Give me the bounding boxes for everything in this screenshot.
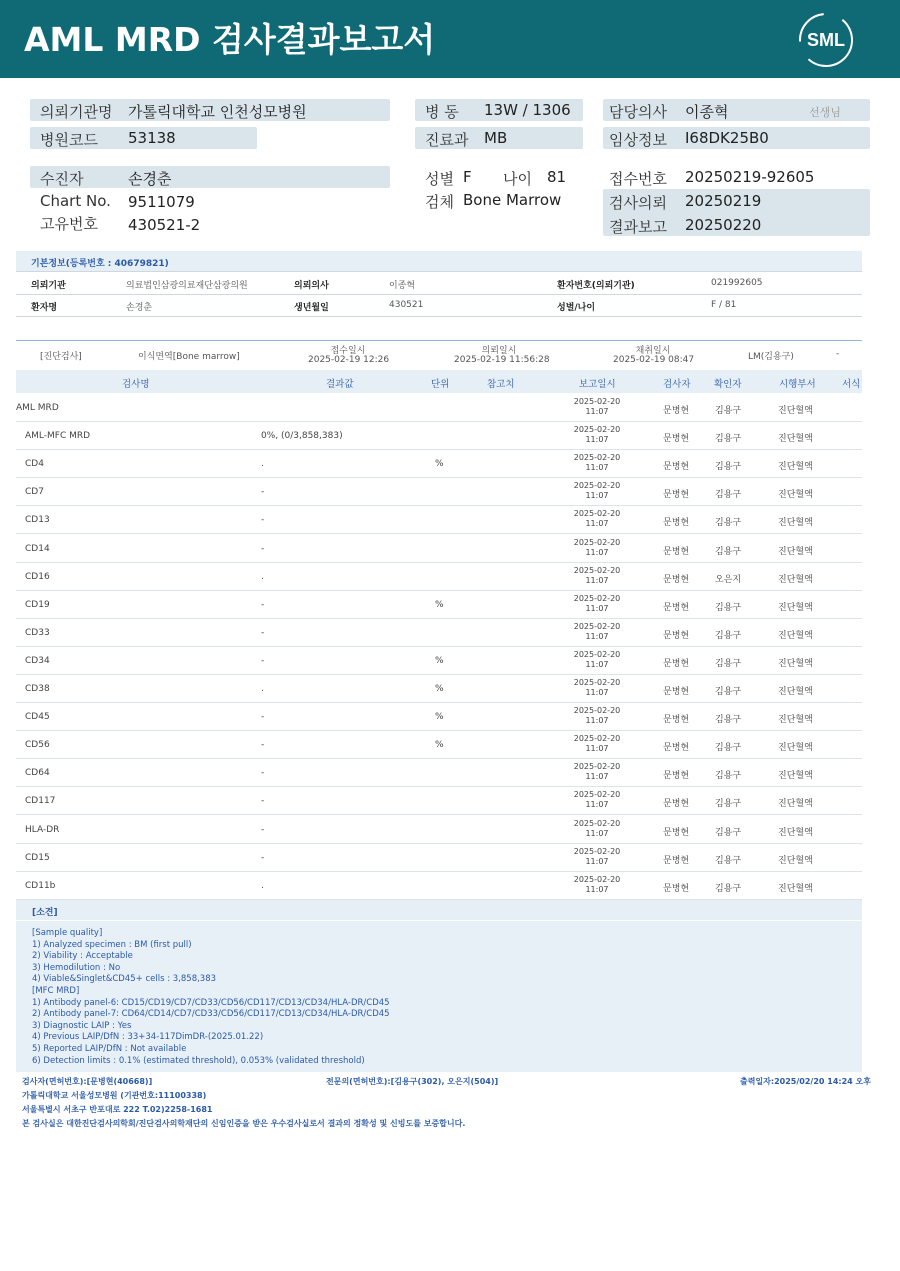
cell-unit: % bbox=[435, 740, 444, 751]
cell-result: - bbox=[261, 543, 265, 554]
cell-checker: 김용구 bbox=[715, 518, 742, 529]
table-row bbox=[16, 394, 862, 422]
clinical-label: 임상정보 bbox=[609, 131, 667, 149]
cell-report-date: 2025-02-20 bbox=[573, 621, 621, 631]
table-row bbox=[16, 703, 862, 731]
basic-val-birth: 430521 bbox=[389, 300, 424, 310]
receipt-label: 접수번호 bbox=[609, 170, 667, 188]
table-row bbox=[16, 422, 862, 450]
basic-key-institution: 의뢰기관 bbox=[31, 281, 66, 291]
specimen-value: Bone Marrow bbox=[463, 191, 562, 209]
opinion-line: [Sample quality] bbox=[32, 928, 103, 938]
cell-report-time: 11:07 bbox=[585, 688, 609, 697]
cell-tester: 문병현 bbox=[663, 855, 690, 866]
footer-printed: 출력일자:2025/02/20 14:24 오후 bbox=[740, 1077, 871, 1086]
cell-test-name: CD33 bbox=[25, 627, 50, 638]
cell-report-date: 2025-02-20 bbox=[573, 509, 621, 519]
cell-unit: % bbox=[435, 712, 444, 723]
table-row bbox=[16, 872, 862, 900]
age-label: 나이 bbox=[503, 170, 532, 188]
table-row bbox=[16, 731, 862, 759]
sex-label: 성별 bbox=[425, 170, 454, 188]
dept-value: MB bbox=[484, 129, 508, 147]
opinion-line: 1) Antibody panel-6: CD15/CD19/CD7/CD33/CD56/CD117/CD13/CD34/HLA-DR/CD45 bbox=[32, 997, 390, 1008]
col-tester: 검사자 bbox=[663, 379, 691, 390]
cell-test-name: CD64 bbox=[25, 768, 50, 779]
cell-result: - bbox=[261, 515, 265, 526]
requested-label: 의뢰일시 bbox=[481, 346, 517, 356]
logo-text: SML bbox=[807, 30, 845, 50]
cell-dept: 진단혈액 bbox=[778, 687, 813, 697]
cell-checker: 김용구 bbox=[715, 462, 742, 473]
table-row bbox=[16, 647, 862, 675]
cell-report-date: 2025-02-20 bbox=[573, 481, 621, 491]
cell-dept: 진단혈액 bbox=[778, 602, 813, 613]
chart-label: Chart No. bbox=[40, 192, 111, 210]
cell-tester: 문병현 bbox=[663, 743, 690, 754]
table-row bbox=[16, 759, 862, 787]
opinion-line: 1) Analyzed specimen : BM (first pull) bbox=[32, 939, 192, 950]
basic-key-doctor: 의뢰의사 bbox=[294, 281, 329, 291]
test-specimen: 이식면역[Bone marrow] bbox=[138, 352, 240, 362]
cell-report-time: 11:07 bbox=[585, 856, 609, 866]
report-label: 결과보고 bbox=[609, 218, 667, 236]
cell-test-name: CD38 bbox=[25, 684, 50, 694]
received-label: 접수일시 bbox=[330, 346, 366, 356]
received-value: 2025-02-19 12:26 bbox=[308, 355, 390, 365]
col-result: 결과값 bbox=[326, 379, 354, 390]
dept-label: 진료과 bbox=[425, 131, 469, 149]
ward-label: 병 동 bbox=[425, 103, 459, 121]
cell-report-time: 11:07 bbox=[585, 659, 609, 669]
doctor-value: 이종혁 bbox=[685, 103, 729, 121]
cell-tester: 문병현 bbox=[663, 574, 690, 585]
cell-result: . bbox=[261, 571, 264, 582]
cell-result: - bbox=[261, 740, 265, 751]
col-unit: 단위 bbox=[431, 379, 450, 390]
table-row bbox=[16, 816, 862, 844]
cell-tester: 문병현 bbox=[663, 799, 690, 810]
opinion-line: 5) Reported LAIP/DfN : Not available bbox=[32, 1044, 187, 1054]
cell-checker: 김용구 bbox=[715, 827, 742, 838]
cell-report-date: 2025-02-20 bbox=[573, 734, 621, 744]
opinion-line: 2) Antibody panel-7: CD64/CD14/CD7/CD33/CD56/CD117/CD13/CD34/HLA-DR/CD45 bbox=[32, 1009, 390, 1020]
examinee-value: 손경춘 bbox=[128, 170, 172, 188]
cell-checker: 김용구 bbox=[715, 771, 742, 782]
cell-unit: % bbox=[435, 599, 444, 610]
cell-checker: 김용구 bbox=[715, 855, 742, 866]
cell-test-name: CD117 bbox=[25, 796, 56, 807]
cell-test-name: CD15 bbox=[25, 852, 50, 863]
cell-result: . bbox=[261, 684, 264, 694]
opinion-line: 3) Diagnostic LAIP : Yes bbox=[32, 1020, 132, 1031]
cell-tester: 문병현 bbox=[663, 827, 690, 838]
cell-report-time: 11:07 bbox=[585, 491, 609, 501]
cell-report-time: 11:07 bbox=[585, 828, 609, 838]
footer-org: 가톨릭대학교 서울성모병원 (기관번호:11100338) bbox=[22, 1091, 207, 1100]
cell-report-date: 2025-02-20 bbox=[573, 678, 621, 687]
basic-key-sex-age: 성별/나이 bbox=[557, 303, 596, 313]
divider bbox=[16, 316, 862, 317]
cell-checker: 김용구 bbox=[715, 602, 742, 613]
test-category: [진단검사] bbox=[40, 352, 82, 362]
cell-test-name: CD4 bbox=[25, 459, 44, 470]
cell-tester: 문병현 bbox=[663, 771, 690, 782]
cell-report-date: 2025-02-20 bbox=[573, 593, 621, 603]
cell-test-name: CD16 bbox=[25, 571, 50, 582]
cell-dept: 진단혈액 bbox=[778, 518, 813, 529]
cell-report-time: 11:07 bbox=[585, 800, 609, 810]
cell-report-date: 2025-02-20 bbox=[573, 565, 621, 575]
cell-checker: 김용구 bbox=[715, 799, 742, 810]
divider bbox=[16, 340, 862, 341]
cell-dept: 진단혈액 bbox=[778, 574, 813, 585]
cell-tester: 문병현 bbox=[663, 462, 690, 473]
unique-value: 430521-2 bbox=[128, 216, 201, 234]
cell-result: - bbox=[261, 796, 265, 807]
doctor-suffix: 선생님 bbox=[809, 106, 841, 119]
basic-val-name: 손경춘 bbox=[126, 303, 153, 313]
cell-report-time: 11:07 bbox=[585, 575, 609, 585]
cell-result: - bbox=[261, 852, 265, 863]
cell-dept: 진단혈액 bbox=[778, 630, 813, 641]
opinion-line: 4) Viable&Singlet&CD45+ cells : 3,858,383 bbox=[32, 974, 217, 985]
receipt-value: 20250219-92605 bbox=[685, 168, 815, 186]
opinion-line: 2) Viability : Acceptable bbox=[32, 951, 133, 962]
table-row bbox=[16, 535, 862, 563]
cell-report-date: 2025-02-20 bbox=[573, 537, 621, 547]
cell-dept: 진단혈액 bbox=[778, 771, 813, 782]
basic-key-patient-no: 환자번호(의뢰기관) bbox=[557, 281, 635, 291]
table-row bbox=[16, 787, 862, 815]
cell-test-name: CD34 bbox=[25, 655, 50, 666]
table-row bbox=[16, 844, 862, 872]
cell-test-name: HLA-DR bbox=[25, 824, 60, 835]
cell-test-name: AML-MFC MRD bbox=[25, 431, 91, 442]
chart-value: 9511079 bbox=[128, 193, 195, 211]
institution-label: 의뢰기관명 bbox=[40, 103, 113, 121]
opinion-heading-bar bbox=[16, 900, 862, 920]
opinion-line: 3) Hemodilution : No bbox=[32, 962, 121, 973]
cell-tester: 문병현 bbox=[663, 406, 690, 416]
cell-dept: 진단혈액 bbox=[778, 658, 813, 669]
request-value: 20250219 bbox=[685, 192, 762, 210]
basic-val-institution: 의료법인삼광의료재단삼광의원 bbox=[126, 281, 248, 291]
age-value: 81 bbox=[547, 168, 567, 186]
cell-dept: 진단혈액 bbox=[778, 743, 813, 754]
cell-tester: 문병현 bbox=[663, 715, 690, 726]
cell-dept: 진단혈액 bbox=[778, 855, 813, 866]
cell-report-time: 11:07 bbox=[585, 716, 609, 726]
cell-unit: % bbox=[435, 684, 444, 694]
cell-report-time: 11:07 bbox=[585, 772, 609, 782]
cell-checker: 김용구 bbox=[715, 406, 742, 416]
cell-report-date: 2025-02-20 bbox=[573, 425, 621, 435]
cell-test-name: CD19 bbox=[25, 599, 50, 610]
basic-val-doctor: 이종혁 bbox=[389, 281, 416, 291]
cell-report-time: 11:07 bbox=[585, 519, 609, 529]
cell-result: - bbox=[261, 487, 265, 498]
sml-logo bbox=[798, 12, 854, 68]
opinion-line: 6) Detection limits : 0.1% (estimated threshold), 0.053% (validated threshold) bbox=[32, 1055, 365, 1066]
cell-dept: 진단혈액 bbox=[778, 827, 813, 838]
ward-value: 13W / 1306 bbox=[484, 101, 571, 119]
requested-value: 2025-02-19 11:56:28 bbox=[454, 355, 550, 365]
cell-report-time: 11:07 bbox=[585, 603, 609, 613]
table-row bbox=[16, 506, 862, 534]
report-value: 20250220 bbox=[685, 216, 762, 234]
cell-checker: 김용구 bbox=[715, 658, 742, 669]
examinee-label: 수진자 bbox=[40, 170, 84, 188]
cell-dept: 진단혈액 bbox=[778, 715, 813, 726]
cell-test-name: CD56 bbox=[25, 740, 50, 751]
collected-label: 채취일시 bbox=[635, 346, 671, 356]
cell-report-date: 2025-02-20 bbox=[573, 453, 621, 463]
institution-value: 가톨릭대학교 인천성모병원 bbox=[128, 103, 307, 121]
cell-test-name: CD45 bbox=[25, 712, 50, 723]
cell-test-name: CD13 bbox=[25, 515, 50, 526]
opinion-heading: [소견] bbox=[32, 908, 58, 918]
col-format: 서식 bbox=[842, 379, 861, 390]
footer-specialist: 전문의(면허번호):[김용구(302), 오은지(504)] bbox=[326, 1077, 499, 1086]
cell-report-time: 11:07 bbox=[585, 463, 609, 473]
cell-test-name: CD11b bbox=[25, 880, 56, 891]
cell-tester: 문병현 bbox=[663, 658, 690, 669]
basic-val-sex-age: F / 81 bbox=[711, 300, 737, 310]
cell-dept: 진단혈액 bbox=[778, 490, 813, 501]
doctor-label: 담당의사 bbox=[609, 103, 667, 121]
cell-result: - bbox=[261, 599, 265, 610]
cell-dept: 진단혈액 bbox=[778, 434, 813, 445]
col-reference: 참고치 bbox=[487, 379, 515, 390]
cell-report-date: 2025-02-20 bbox=[573, 874, 621, 884]
basic-info-heading: 기본정보(등록번호 : 40679821) bbox=[31, 259, 169, 269]
cell-tester: 문병현 bbox=[663, 546, 690, 557]
cell-tester: 문병현 bbox=[663, 490, 690, 501]
cell-test-name: AML MRD bbox=[16, 403, 59, 413]
cell-dept: 진단혈액 bbox=[778, 546, 813, 557]
cell-checker: 김용구 bbox=[715, 743, 742, 754]
cell-report-date: 2025-02-20 bbox=[573, 846, 621, 856]
col-dept: 시행부서 bbox=[779, 379, 816, 390]
cell-report-time: 11:07 bbox=[585, 547, 609, 557]
cell-checker: 김용구 bbox=[715, 883, 742, 894]
request-label: 검사의뢰 bbox=[609, 194, 667, 212]
cell-checker: 오은지 bbox=[715, 574, 742, 585]
hospital-code-label: 병원코드 bbox=[40, 131, 98, 149]
cell-result: - bbox=[261, 627, 265, 638]
cell-checker: 김용구 bbox=[715, 687, 742, 697]
cell-report-time: 11:07 bbox=[585, 744, 609, 754]
cell-dept: 진단혈액 bbox=[778, 883, 813, 894]
lm-value: LM(김용구) bbox=[748, 352, 794, 362]
table-row bbox=[16, 450, 862, 478]
cell-checker: 김용구 bbox=[715, 630, 742, 641]
clinical-value: I68DK25B0 bbox=[685, 129, 769, 147]
cell-report-date: 2025-02-20 bbox=[573, 649, 621, 659]
cell-report-time: 11:07 bbox=[585, 407, 609, 416]
cell-report-date: 2025-02-20 bbox=[573, 818, 621, 828]
opinion-line: [MFC MRD] bbox=[32, 986, 80, 996]
cell-tester: 문병현 bbox=[663, 883, 690, 894]
cell-checker: 김용구 bbox=[715, 434, 742, 445]
cell-dept: 진단혈액 bbox=[778, 799, 813, 810]
table-row bbox=[16, 619, 862, 647]
table-row bbox=[16, 675, 862, 703]
divider bbox=[16, 271, 862, 272]
cell-tester: 문병현 bbox=[663, 630, 690, 641]
cell-result: - bbox=[261, 712, 265, 723]
cell-report-time: 11:07 bbox=[585, 435, 609, 445]
cell-dept: 진단혈액 bbox=[778, 406, 813, 416]
table-row bbox=[16, 563, 862, 591]
cell-report-date: 2025-02-20 bbox=[573, 397, 621, 406]
cell-unit: % bbox=[435, 459, 444, 470]
cell-report-time: 11:07 bbox=[585, 631, 609, 641]
specimen-label: 검체 bbox=[425, 193, 454, 211]
table-row bbox=[16, 478, 862, 506]
cell-result: . bbox=[261, 880, 264, 891]
cell-tester: 문병현 bbox=[663, 687, 690, 697]
cell-test-name: CD14 bbox=[25, 543, 50, 554]
cell-checker: 김용구 bbox=[715, 546, 742, 557]
cell-result: - bbox=[261, 655, 265, 666]
col-test-name: 검사명 bbox=[122, 379, 150, 390]
cell-unit: % bbox=[435, 655, 444, 666]
basic-key-birth: 생년월일 bbox=[294, 303, 329, 313]
examinee-box bbox=[30, 166, 390, 188]
cell-tester: 문병현 bbox=[663, 518, 690, 529]
meta-dash: - bbox=[836, 349, 840, 359]
cell-report-date: 2025-02-20 bbox=[573, 790, 621, 800]
cell-tester: 문병현 bbox=[663, 602, 690, 613]
cell-result: - bbox=[261, 824, 265, 835]
unique-label: 고유번호 bbox=[40, 215, 98, 233]
divider bbox=[16, 294, 862, 295]
opinion-body bbox=[16, 921, 862, 1072]
basic-key-name: 환자명 bbox=[31, 303, 58, 313]
hospital-code-value: 53138 bbox=[128, 129, 176, 147]
cell-result: . bbox=[261, 459, 264, 470]
cell-report-time: 11:07 bbox=[585, 884, 609, 894]
cell-result: 0%, (0/3,858,383) bbox=[261, 431, 343, 442]
cell-tester: 문병현 bbox=[663, 434, 690, 445]
cell-checker: 김용구 bbox=[715, 490, 742, 501]
cell-result: - bbox=[261, 768, 265, 779]
col-checker: 확인자 bbox=[714, 379, 742, 390]
table-row bbox=[16, 591, 862, 619]
footer-notice: 본 검사실은 대한진단검사의학회/진단검사의학재단의 신임인증을 받은 우수검사실로서 결과의 정확성 및 신빙도를 보증합니다. bbox=[22, 1119, 466, 1128]
sex-value: F bbox=[463, 168, 472, 186]
cell-report-date: 2025-02-20 bbox=[573, 706, 621, 716]
cell-report-date: 2025-02-20 bbox=[573, 762, 621, 772]
col-report-date: 보고일시 bbox=[579, 379, 616, 390]
collected-value: 2025-02-19 08:47 bbox=[613, 355, 695, 365]
cell-checker: 김용구 bbox=[715, 715, 742, 726]
cell-test-name: CD7 bbox=[25, 487, 44, 498]
report-title: AML MRD 검사결과보고서 bbox=[24, 20, 436, 59]
cell-dept: 진단혈액 bbox=[778, 462, 813, 473]
footer-address: 서울특별시 서초구 반포대로 222 T.02)2258-1681 bbox=[22, 1105, 213, 1114]
footer-tester: 검사자(면허번호):[문병현(40668)] bbox=[22, 1077, 153, 1086]
opinion-line: 4) Previous LAIP/DfN : 33+34-117DimDR-(2025.01.22) bbox=[32, 1032, 264, 1043]
basic-val-patient-no: 021992605 bbox=[711, 278, 763, 288]
